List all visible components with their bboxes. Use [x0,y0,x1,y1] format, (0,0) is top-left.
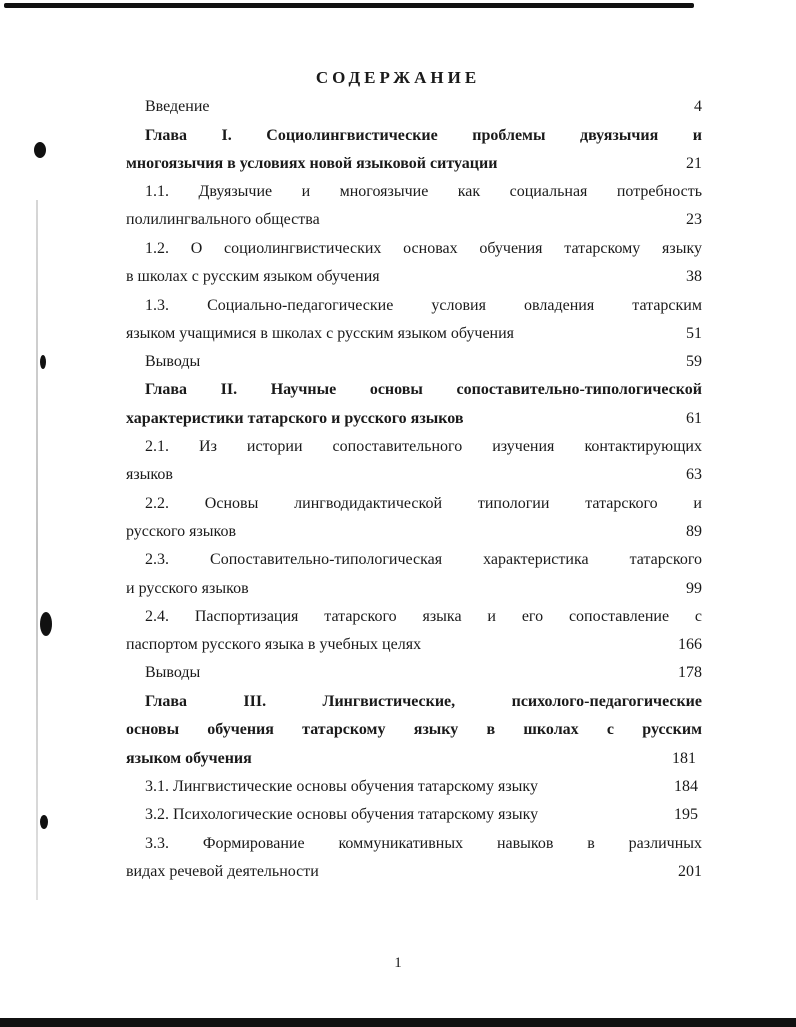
toc-entry-text: языков [126,466,173,483]
toc-section-1-3-line2 [126,322,702,346]
toc-section-1-1-line1 [145,180,702,204]
toc-conclusions-1 [145,350,702,374]
toc-entry-text: языком обучения [126,750,252,767]
toc-entry-text: 3.2. Психологические основы обучения татарскому языку [145,806,539,823]
toc-entry-text: Глава I. Социолингвистические проблемы двуязычия и [145,127,702,144]
toc-entry-page: 61 [686,410,702,427]
toc-entry-page: 51 [686,325,702,342]
toc-entry-text: полилингвального общества [126,211,320,228]
toc-entry-page: 89 [686,523,702,540]
toc-entry-page: 59 [686,353,702,370]
toc-conclusions-2 [145,661,702,685]
toc-entry-text: многоязычия в условиях новой языковой ситуации [126,155,498,172]
toc-entry-text: 3.1. Лингвистические основы обучения татарскому языку [145,778,538,795]
toc-section-3-1 [145,775,702,799]
toc-entry-page: 38 [686,268,702,285]
toc-entry-page: 166 [678,636,702,653]
toc-entry-text: 1.1. Двуязычие и многоязычие как социальная потребность [145,183,702,200]
toc-section-3-2 [145,803,702,827]
toc-section-3-3-line1 [145,832,702,856]
toc-entry-page: 63 [686,466,702,483]
toc-entry-text: характеристики татарского и русского языков [126,410,464,427]
toc-section-2-1-line1 [145,435,702,459]
toc-entry-page: 23 [686,211,702,228]
toc-entry-text: 2.3. Сопоставительно-типологическая характеристика татарского [145,551,702,568]
scan-blot [40,815,48,829]
toc-section-3-3-line2 [126,860,702,884]
toc-entry-text: 1.3. Социально-педагогические условия овладения татарским [145,297,702,314]
toc-entry-text: 1.2. О социолингвистических основах обучения татарскому языку [145,240,702,257]
toc-entry-text: видах речевой деятельности [126,863,319,880]
toc-entry-text: Глава III. Лингвистические, психолого-педагогические [145,693,702,710]
toc-section-2-3-line1 [145,548,702,572]
toc-section-2-4-line2 [126,633,702,657]
toc-section-2-2-line2 [126,520,702,544]
toc-entry-page: 21 [686,155,702,172]
scan-blot [40,612,52,636]
toc-entry-page: 4 [694,98,702,115]
scan-border-bottom [0,1018,796,1027]
toc-entry-text: в школах с русским языком обучения [126,268,380,285]
toc-section-1-1-line2 [126,208,702,232]
toc-section-1-3-line1 [145,294,702,318]
toc-entry-text: Глава II. Научные основы сопоставительно-типологической [145,381,702,398]
page-number: 1 [394,955,402,971]
toc-entry-page: 99 [686,580,702,597]
toc-chapter-1-line1 [145,124,702,148]
toc-entry-text: 2.4. Паспортизация татарского языка и его сопоставление с [145,608,702,625]
toc-entry-text: Выводы [145,664,201,681]
toc-entry-text: языком учащимися в школах с русским языком обучения [126,325,515,342]
toc-entry-text: 3.3. Формирование коммуникативных навыков в различных [145,835,702,852]
toc-entry-text: 2.2. Основы лингводидактической типологии татарского и [145,495,702,512]
toc-chapter-3-line2 [126,718,702,742]
page-title: СОДЕРЖАНИЕ [315,68,481,87]
toc-entry-page: 178 [678,664,702,681]
scan-edge-left [36,200,38,900]
toc-section-2-2-line1 [145,492,702,516]
toc-entry-page: 184 [674,778,698,795]
toc-entry-text: русского языков [126,523,237,540]
toc-entry-text: 2.1. Из истории сопоставительного изучения контактирующих [145,438,702,455]
toc-section-1-2-line2 [126,265,702,289]
scan-blot [34,142,46,158]
toc-entry-text: паспортом русского языка в учебных целях [126,636,422,653]
toc-entry-text: и русского языков [126,580,249,597]
toc-chapter-2-line2 [126,407,702,431]
scan-blot [40,355,46,369]
toc-section-2-3-line2 [126,577,702,601]
toc-section-2-4-line1 [145,605,702,629]
toc-chapter-3-line3 [126,747,702,771]
toc-section-2-1-line2 [126,463,702,487]
toc-chapter-2-line1 [145,378,702,402]
toc-entry-text: Выводы [145,353,201,370]
toc-entry-text: Введение [145,98,210,115]
toc-section-1-2-line1 [145,237,702,261]
toc-chapter-3-line1 [145,690,702,714]
toc-entry-page: 201 [678,863,702,880]
scan-border-top [4,3,694,8]
toc-entry-text: основы обучения татарскому языку в школах с русским [126,721,702,738]
toc-chapter-1-line2 [126,152,702,176]
toc-entry-intro [145,95,702,119]
toc-entry-page: 195 [674,806,698,823]
toc-entry-page: 181 [672,750,696,767]
